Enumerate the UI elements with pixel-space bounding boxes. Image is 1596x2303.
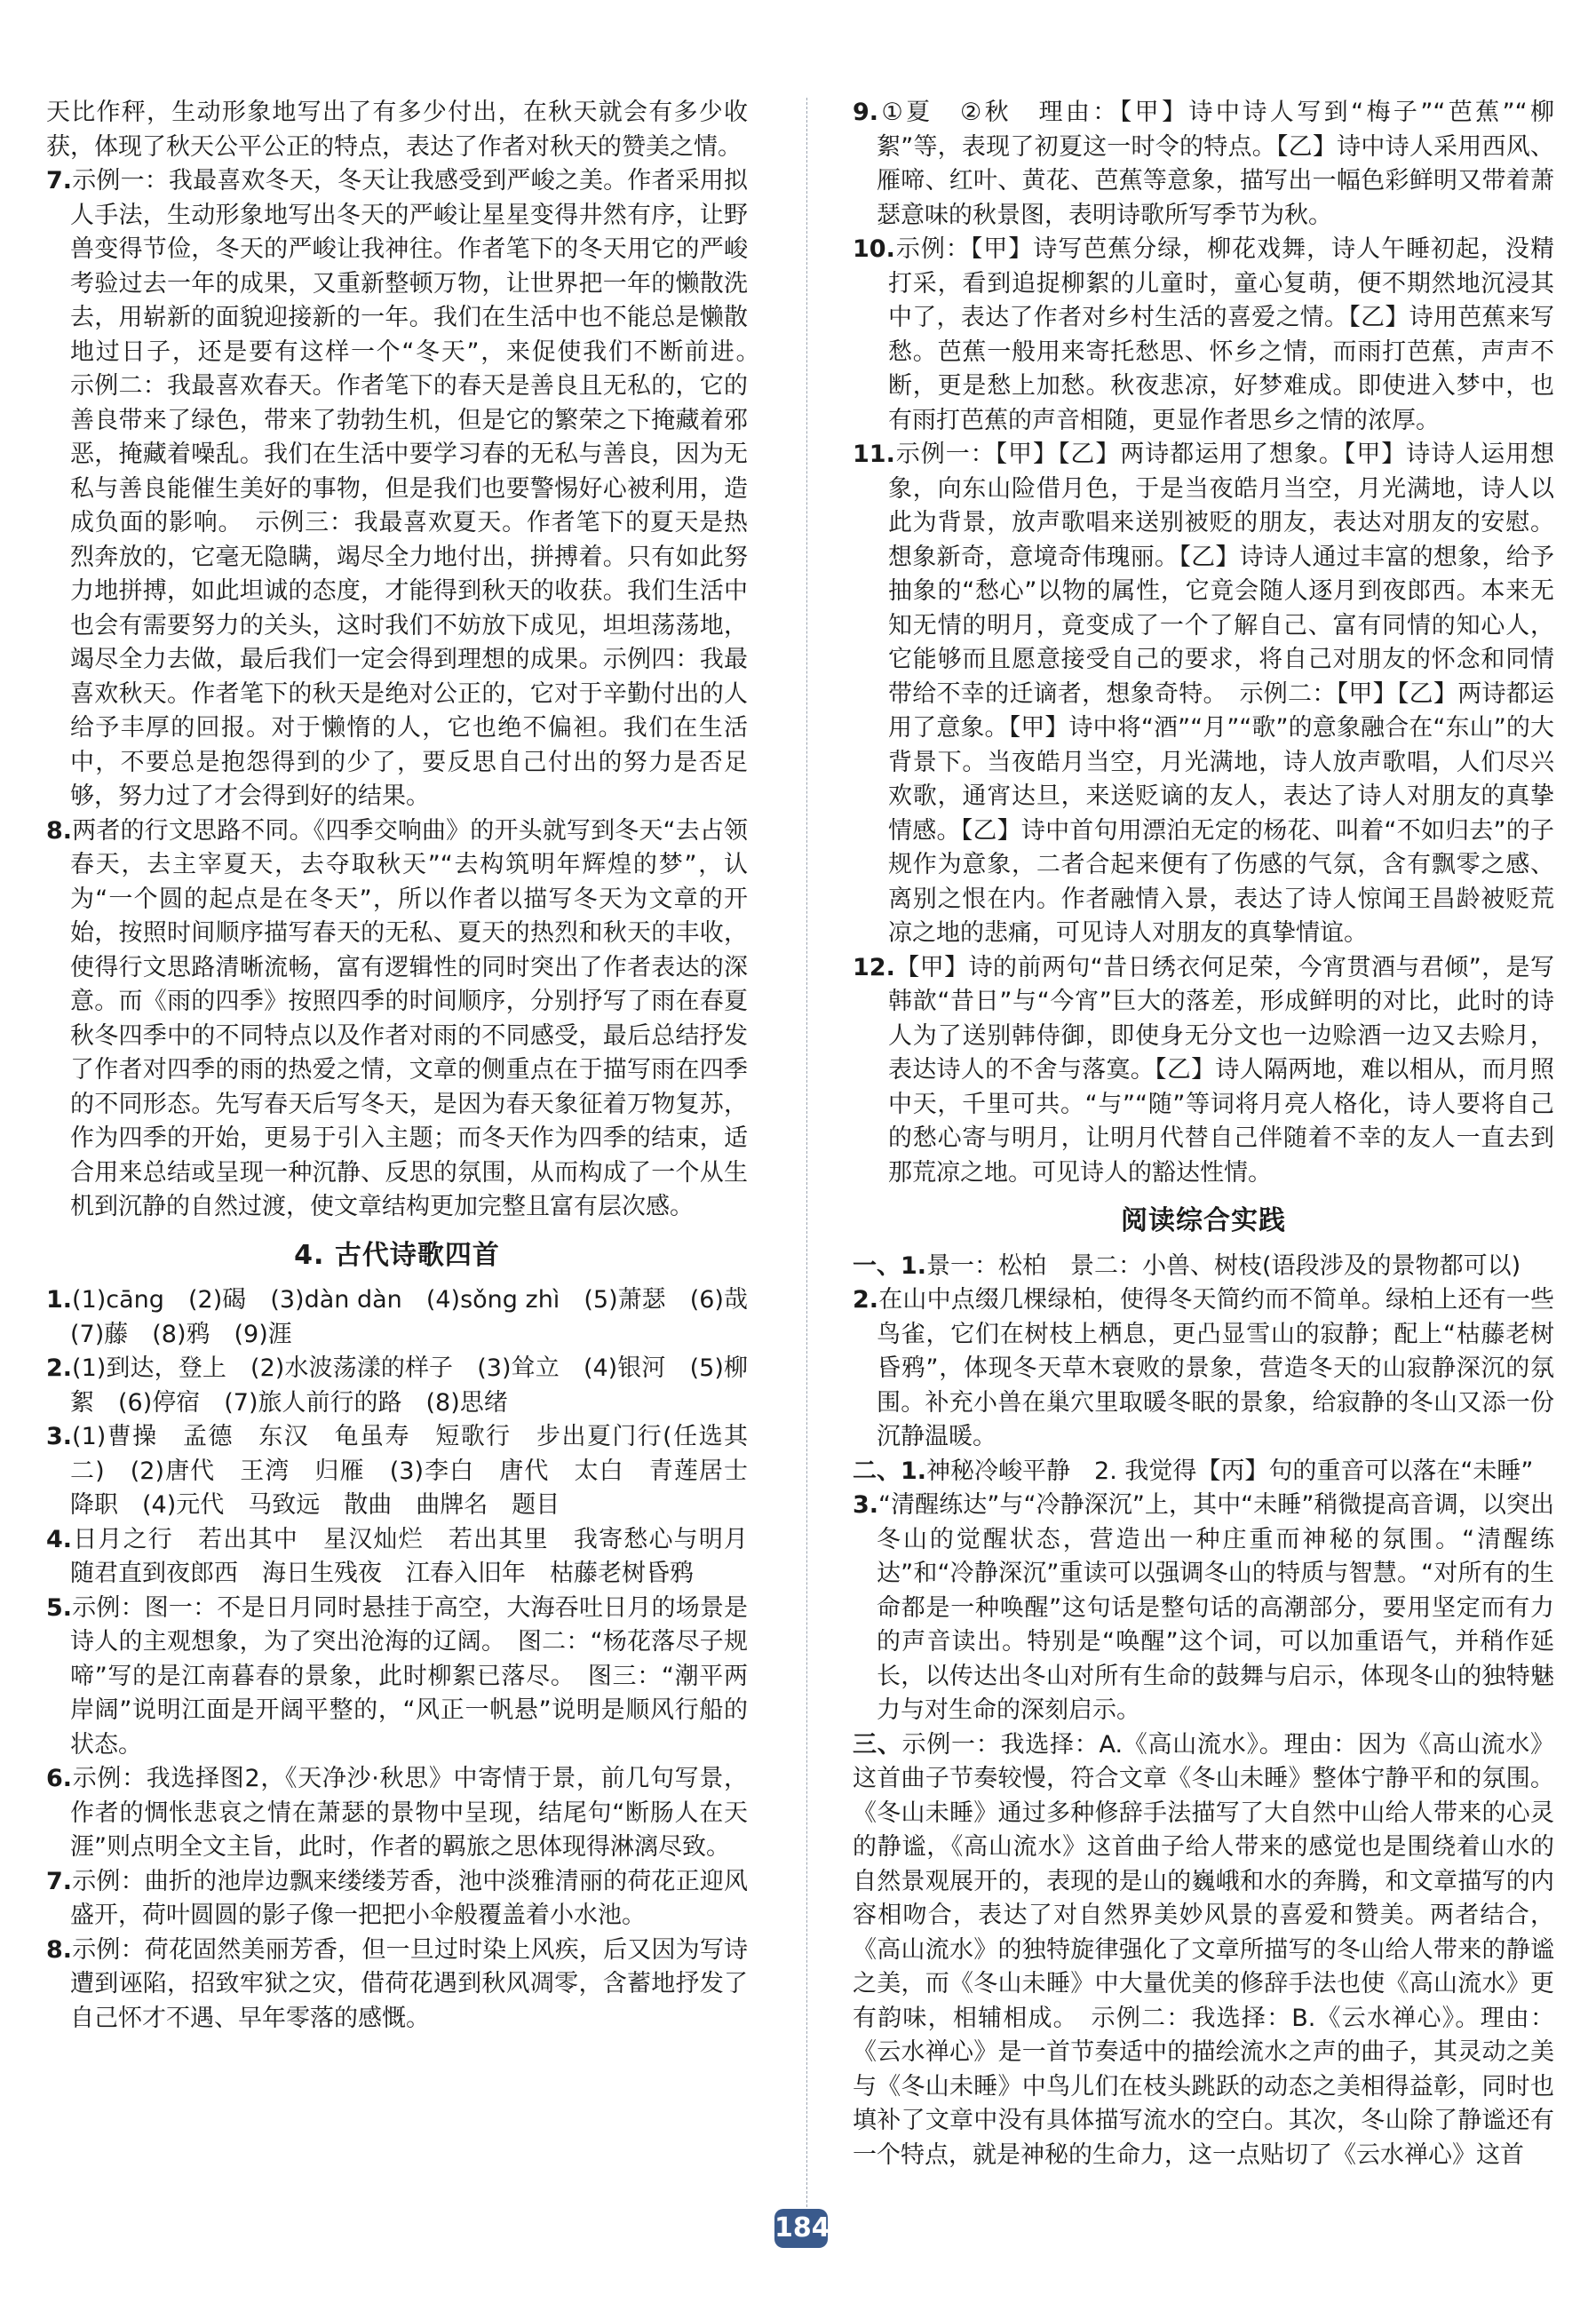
answer-number: 3. — [46, 1423, 73, 1450]
answer-text: 示例一：我最喜欢冬天，冬天让我感受到严峻之美。作者采用拟人手法，生动形象地写出冬天的严峻让星星变得井然有序，让野兽变得节俭，冬天的严峻让我神往。作者笔下的冬天用它的严峻考验过去一年的成果，又重新整顿万物，让世界把一年的懒散洗去，用崭新的面貌迎接新的一年。我们在生活中也不能总是懒散地过日子，还是要有这样一个“冬天”，来促使我们不断前进。 示例二：我最喜欢春天。作者笔下的春天是善良且无私的，它的善良带来了绿色，带来了勃勃生机，但是它的繁荣之下掩藏着邪恶，掩藏着噪乱。我们在生活中要学习春的无私与善良，因为无私与善良能催生美好的事物，但是我们也要警惕好心被利用，造成负面的影响。 示例三：我最喜欢夏天。作者笔下的夏天是热烈奔放的，它毫无隐瞒，竭尽全力地付出，拼搏着。只有如此努力地拼搏，如此坦诚的态度，才能得到秋天的收获。我们生活中也会有需要努力的关头，这时我们不妨放下成见，坦坦荡荡地，竭尽全力去做，最后我们一定会得到理想的成果。示例四：我最喜欢秋天。作者笔下的秋天是绝对公正的，它对于辛勤付出的人给予丰厚的回报。对于懒惰的人，它也绝不偏袒。我们在生活中，不要总是抱怨得到的少了，要反思自己付出的努力是否足够，努力过了才会得到好的结果。 — [70, 167, 772, 810]
answer-text: 示例：图一：不是日月同时悬挂于高空，大海吞吐日月的场景是诗人的主观想象，为了突出沧海的辽阔。 图二：“杨花落尽子规啼”写的是江南暮春的景象，此时柳絮已落尽。 图三：“潮平两岸阔”说明江面是开阔平整的，“风正一帆悬”说明是顺风行船的状态。 — [70, 1593, 748, 1759]
answer-s2-q1 — [853, 1455, 1554, 1489]
answer-text: 示例：【甲】诗写芭蕉分绿，柳花戏舞，诗人午睡初起，没精打采，看到追捉柳絮的儿童时，童心复萌，便不期然地沉浸其中了，表达了作者对乡村生活的喜爱之情。【乙】诗用芭蕉来写愁。芭蕉一般用来寄托愁思、怀乡之情，而雨打芭蕉，声声不断，更是愁上加愁。秋夜悲凉，好梦难成。即使进入梦中，也有雨打芭蕉的声音相随，更显作者思乡之情的浓厚。 — [888, 235, 1554, 434]
answer-text: (1)到达，登上 (2)水波荡漾的样子 (3)耸立 (4)银河 (5)柳絮 (6)停宿 (7)旅人前行的路 (8)思绪 — [70, 1354, 748, 1417]
answer-q4 — [46, 1523, 772, 1592]
answer-number: 7. — [46, 1867, 73, 1895]
answer-number: 一、1. — [853, 1251, 927, 1280]
answer-q5 — [46, 1592, 748, 1763]
answer-number: 7. — [46, 167, 73, 195]
answer-number: 2. — [853, 1286, 879, 1314]
answer-number: 二、1. — [853, 1457, 927, 1485]
answer-text: 示例：我选择图2，《天净沙·秋思》中寄情于景，前几句写景，作者的惆怅悲哀之情在萧瑟的景物中呈现，结尾句“断肠人在天涯”则点明全文主旨，此时，作者的羁旅之思体现得淋漓尽致。 — [70, 1765, 748, 1861]
section-title: 4. 古代诗歌四首 — [294, 1239, 500, 1271]
answer-number: 4. — [46, 1525, 73, 1553]
answer-q1 — [46, 1283, 772, 1352]
answer-number: 10. — [853, 235, 895, 263]
answer-s1-q2 — [853, 1283, 1554, 1455]
answer-text: 景一：松柏 景二：小兽、树枝(语段涉及的景物都可以) — [926, 1251, 1521, 1280]
answer-text: (1)曹操 孟德 东汉 龟虽寿 短歌行 步出夏门行(任选其二) (2)唐代 王湾 归雁 (3)李白 唐代 太白 青莲居士 降职 (4)元代 马致远 散曲 曲牌名 题目 — [70, 1423, 772, 1519]
right-column — [853, 96, 1554, 2172]
answer-number: 8. — [46, 816, 73, 845]
answer-number: 5. — [46, 1593, 73, 1622]
answer-number: 1. — [46, 1286, 73, 1314]
answer-q11 — [853, 438, 1554, 951]
column-divider — [806, 98, 807, 2216]
answer-8 — [46, 814, 748, 1225]
answer-q6 — [46, 1762, 748, 1865]
answer-q12 — [853, 951, 1554, 1191]
answer-text: 神秘冷峻平静 2. 我觉得【丙】句的重音可以落在“未睡” — [926, 1457, 1534, 1485]
answer-q10 — [853, 233, 1554, 438]
answer-text: (1)cāng (2)碣 (3)dàn dàn (4)sǒng zhì (5)萧瑟 (6)哉 (7)藤 (8)鸦 (9)涯 — [70, 1286, 772, 1348]
answer-s3 — [853, 1728, 1554, 2173]
answer-text: “清醒练达”与“冷静深沉”上，其中“未睡”稍微提高音调，以突出冬山的觉醒状态，营造出一种庄重而神秘的氛围。“清醒练达”和“冷静深沉”重读可以强调冬山的特质与智慧。“对所有的生命都是一种唤醒”这句话是整句话的高潮部分，要用坚定而有力的声音读出。特别是“唤醒”这个词，可以加重语气，并稍作延长，以传达出冬山对所有生命的鼓舞与启示，体现冬山的独特魅力与对生命的深刻启示。 — [877, 1491, 1554, 1724]
continuation-paragraph: 天比作秤，生动形象地写出了有多少付出，在秋天就会有多少收获，体现了秋天公平公正的特点，表达了作者对秋天的赞美之情。 — [46, 99, 748, 161]
answer-number: 三、 — [853, 1730, 902, 1759]
left-column — [46, 96, 772, 2036]
answer-7 — [46, 164, 772, 814]
page-number: 184 — [774, 2209, 828, 2248]
answer-text: 在山中点缀几棵绿柏，使得冬天简约而不简单。绿柏上还有一些鸟雀，它们在树枝上栖息，更凸显雪山的寂静；配上“枯藤老树昏鸦”，体现冬天草木衰败的景象，营造冬天的山寂静深沉的氛围。补充小兽在巢穴里取暖冬眠的景象，给寂静的冬山又添一份沉静温暖。 — [877, 1286, 1554, 1450]
answer-number: 3. — [853, 1491, 879, 1519]
answer-q7 — [46, 1865, 748, 1934]
answer-text: 示例一：我选择：A.《高山流水》。理由：因为《高山流水》这首曲子节奏较慢，符合文章《冬山未睡》整体宁静平和的氛围。《冬山未睡》通过多种修辞手法描写了大自然中山给人带来的心灵的静谧，《高山流水》这首曲子给人带来的感觉也是围绕着山水的自然景观展开的，表现的是山的巍峨和水的奔腾，和文章描写的内容相吻合，表达了对自然界美妙风景的喜爱和赞美。两者结合，《高山流水》的独特旋律强化了文章所描写的冬山给人带来的静谧之美，而《冬山未睡》中大量优美的修辞手法也使《高山流水》更有韵味，相辅相成。 示例二：我选择：B.《云水禅心》。理由：《云水禅心》是一首节奏适中的描绘流水之声的曲子，其灵动之美与《冬山未睡》中鸟儿们在枝头跳跃的动态之美相得益彰，同时也填补了文章中没有具体描写流水的空白。其次，冬山除了静谧还有一个特点，就是神秘的生命力，这一点贴切了《云水禅心》这首 — [853, 1730, 1555, 2169]
answer-text: 两者的行文思路不同。《四季交响曲》的开头就写到冬天“去占领春天，去主宰夏天，去夺取秋天”“去构筑明年辉煌的梦”，认为“一个圆的起点是在冬天”，所以作者以描写冬天为文章的开始，按照时间顺序描写春天的无私、夏天的热烈和秋天的丰收，使得行文思路清晰流畅，富有逻辑性的同时突出了作者表达的深意。而《雨的四季》按照四季的时间顺序，分别抒写了雨在春夏秋冬四季中的不同特点以及作者对雨的不同感受，最后总结抒发了作者对四季的雨的热爱之情，文章的侧重点在于描写雨在四季的不同形态。先写春天后写冬天，是因为春天象征着万物复苏，作为四季的开始，更易于引入主题；而冬天作为四季的结束，适合用来总结或呈现一种沉静、反思的氛围，从而构成了一个从生机到沉静的自然过渡，使文章结构更加完整且富有层次感。 — [70, 816, 748, 1220]
answer-number: 6. — [46, 1765, 73, 1792]
answer-text: 日月之行 若出其中 星汉灿烂 若出其里 我寄愁心与明月 随君直到夜郎西 海日生残夜 江春入旧年 枯藤老树昏鸦 — [70, 1525, 772, 1587]
answer-number: 9. — [853, 99, 879, 126]
answer-number: 11. — [853, 441, 895, 468]
answer-s1-q1 — [853, 1250, 1554, 1284]
answer-q8 — [46, 1934, 748, 2037]
answer-number: 12. — [853, 953, 895, 981]
answer-s2-q3 — [853, 1489, 1554, 1728]
section-title: 阅读综合实践 — [1121, 1205, 1286, 1236]
answer-q9 — [853, 96, 1554, 233]
answer-text: 示例：曲折的池岸边飘来缕缕芳香，池中淡雅清丽的荷花正迎风盛开，荷叶圆圆的影子像一把把小伞般覆盖着小水池。 — [70, 1867, 748, 1929]
answer-q2 — [46, 1352, 748, 1420]
answer-number: 2. — [46, 1354, 73, 1382]
answer-text: ①夏 ②秋 理由：【甲】诗中诗人写到“梅子”“芭蕉”“柳絮”等，表现了初夏这一时令的特点。【乙】诗中诗人采用西风、雁啼、红叶、黄花、芭蕉等意象，描写出一幅色彩鲜明又带着萧瑟意味的秋景图，表明诗歌所写季节为秋。 — [877, 99, 1554, 229]
answer-q3 — [46, 1420, 772, 1523]
answer-text: 示例：荷花固然美丽芳香，但一旦过时染上风疾，后又因为写诗遭到诬陷，招致牢狱之灾，借荷花遇到秋风凋零，含蓄地抒发了自己怀才不遇、早年零落的感慨。 — [70, 1935, 748, 2032]
answer-text: 【甲】诗的前两句“昔日绣衣何足荣，今宵贯酒与君倾”，是写韩歆“昔日”与“今宵”巨大的落差，形成鲜明的对比，此时的诗人为了送别韩侍御，即使身无分文也一边赊酒一边又去赊月，表达诗人的不舍与落寞。【乙】诗人隔两地，难以相从，而月照中天，千里可共。“与”“随”等词将月亮人格化，诗人要将自己的愁心寄与明月，让明月代替自己伴随着不幸的友人一直去到那荒凉之地。可见诗人的豁达性情。 — [888, 953, 1554, 1187]
answer-number: 8. — [46, 1935, 73, 1964]
answer-text: 示例一：【甲】【乙】两诗都运用了想象。【甲】诗诗人运用想象，向东山险借月色，于是当夜皓月当空，月光满地，诗人以此为背景，放声歌唱来送别被贬的朋友，表达对朋友的安慰。想象新奇，意境奇伟瑰丽。【乙】诗诗人通过丰富的想象，给予抽象的“愁心”以物的属性，它竟会随人逐月到夜郎西。本来无知无情的明月，竟变成了一个了解自己、富有同情的知心人，它能够而且愿意接受自己的要求，将自己对朋友的怀念和同情带给不幸的迁谪者，想象奇特。 示例二：【甲】【乙】两诗都运用了意象。【甲】诗中将“酒”“月”“歌”的意象融合在“东山”的大背景下。当夜皓月当空，月光满地，诗人放声歌唱，人们尽兴欢歌，通宵达旦，来送贬谪的友人，表达了诗人对朋友的真挚情感。【乙】诗中首句用漂泊无定的杨花、叫着“不如归去”的子规作为意象，二者合起来便有了伤感的气氛，含有飘零之感、离别之恨在内。作者融情入景，表达了诗人惊闻王昌龄被贬荒凉之地的悲痛，可见诗人对朋友的真挚情谊。 — [888, 441, 1554, 947]
